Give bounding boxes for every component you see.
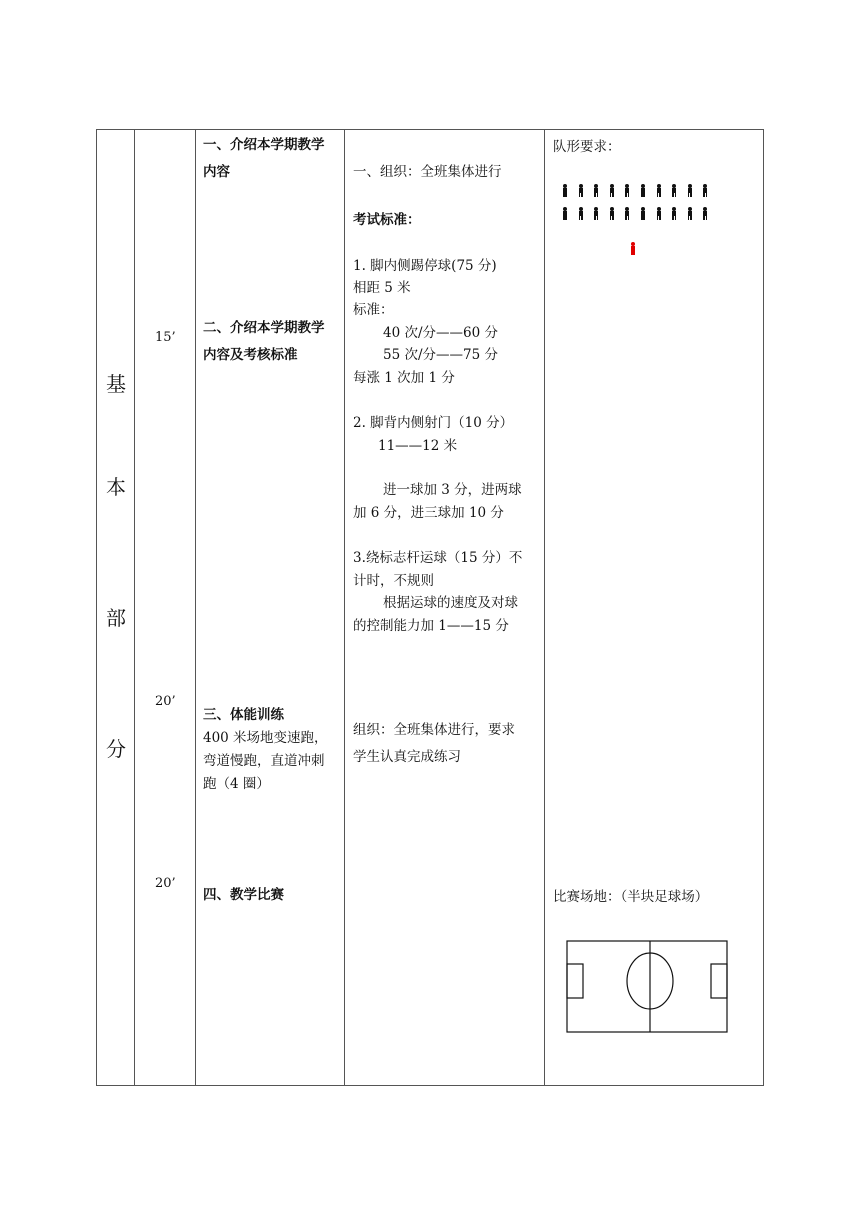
time-label: 20’ <box>155 694 176 709</box>
field-outline <box>567 941 727 1032</box>
item3-desc-line: 弯道慢跑，直道冲刺 <box>203 753 325 769</box>
student-figure <box>562 207 568 220</box>
student-figure <box>562 184 568 197</box>
section-char: 基 <box>106 372 126 396</box>
section-char: 部 <box>106 606 126 630</box>
formation-diagram <box>562 184 722 259</box>
section-char: 分 <box>106 737 126 761</box>
formation-title: 队形要求： <box>553 139 621 155</box>
student-figure <box>578 207 584 220</box>
item4-title: 四、教学比赛 <box>203 887 284 903</box>
right-goal-box <box>711 964 727 998</box>
item3-desc-line: 跑（4 圈） <box>203 776 270 792</box>
exam3-desc-line: 的控制能力加 1——15 分 <box>353 618 509 634</box>
exam3-line: 3.绕标志杆运球（15 分）不 <box>353 550 523 566</box>
student-figure <box>656 184 662 197</box>
student-figure <box>593 207 599 220</box>
soccer-field-diagram <box>566 940 728 1033</box>
left-goal-box <box>567 964 583 998</box>
student-figure <box>671 184 677 197</box>
student-figure <box>671 207 677 220</box>
exam1-line: 标准： <box>353 302 394 318</box>
exam3-line: 计时，不规则 <box>353 573 434 589</box>
exam-title: 考试标准： <box>353 212 421 228</box>
student-figure <box>656 207 662 220</box>
field-title: 比赛场地：（半块足球场） <box>553 889 709 905</box>
student-figure <box>702 184 708 197</box>
org1-line: 一、组织：全班集体进行 <box>353 164 502 180</box>
column-divider <box>134 130 135 1085</box>
exam1-line: 相距 5 米 <box>353 280 411 296</box>
student-figure <box>609 184 615 197</box>
item1-line: 一、介绍本学期教学 <box>203 137 325 153</box>
exam3-desc-line: 根据运球的速度及对球 <box>383 595 518 611</box>
student-figure <box>640 207 646 220</box>
student-figure <box>578 184 584 197</box>
item3-desc-line: 400 米场地变速跑， <box>203 730 328 746</box>
item1-line: 内容 <box>203 164 230 180</box>
exam1-line: 1. 脚内侧踢停球(75 分) <box>353 258 497 274</box>
org2-line: 学生认真完成练习 <box>353 749 461 765</box>
item2-line: 内容及考核标准 <box>203 347 298 363</box>
student-figure <box>702 207 708 220</box>
column-divider <box>344 130 345 1085</box>
column-divider <box>544 130 545 1085</box>
student-figure <box>593 184 599 197</box>
exam2-distance: 11——12 米 <box>378 438 458 454</box>
student-figure <box>624 207 630 220</box>
org2-line: 组织：全班集体进行，要求 <box>353 722 515 738</box>
section-char: 本 <box>106 475 126 499</box>
exam2-desc-line: 进一球加 3 分，进两球 <box>383 482 522 498</box>
exam1-score: 55 次/分——75 分 <box>383 347 498 363</box>
item3-title: 三、体能训练 <box>203 707 284 723</box>
item2-line: 二、介绍本学期教学 <box>203 320 325 336</box>
student-figure <box>609 207 615 220</box>
exam2-desc-line: 加 6 分，进三球加 10 分 <box>353 505 504 521</box>
exam2-line: 2. 脚背内侧射门（10 分） <box>353 415 514 431</box>
student-figure <box>624 184 630 197</box>
time-label: 20’ <box>155 876 176 891</box>
column-divider <box>195 130 196 1085</box>
exam1-note: 每涨 1 次加 1 分 <box>353 370 455 386</box>
time-label: 15’ <box>155 330 176 345</box>
student-figure <box>687 184 693 197</box>
student-figure <box>640 184 646 197</box>
student-figure <box>687 207 693 220</box>
teacher-figure <box>630 242 636 255</box>
lesson-plan-table <box>96 129 764 1086</box>
exam1-score: 40 次/分——60 分 <box>383 325 498 341</box>
